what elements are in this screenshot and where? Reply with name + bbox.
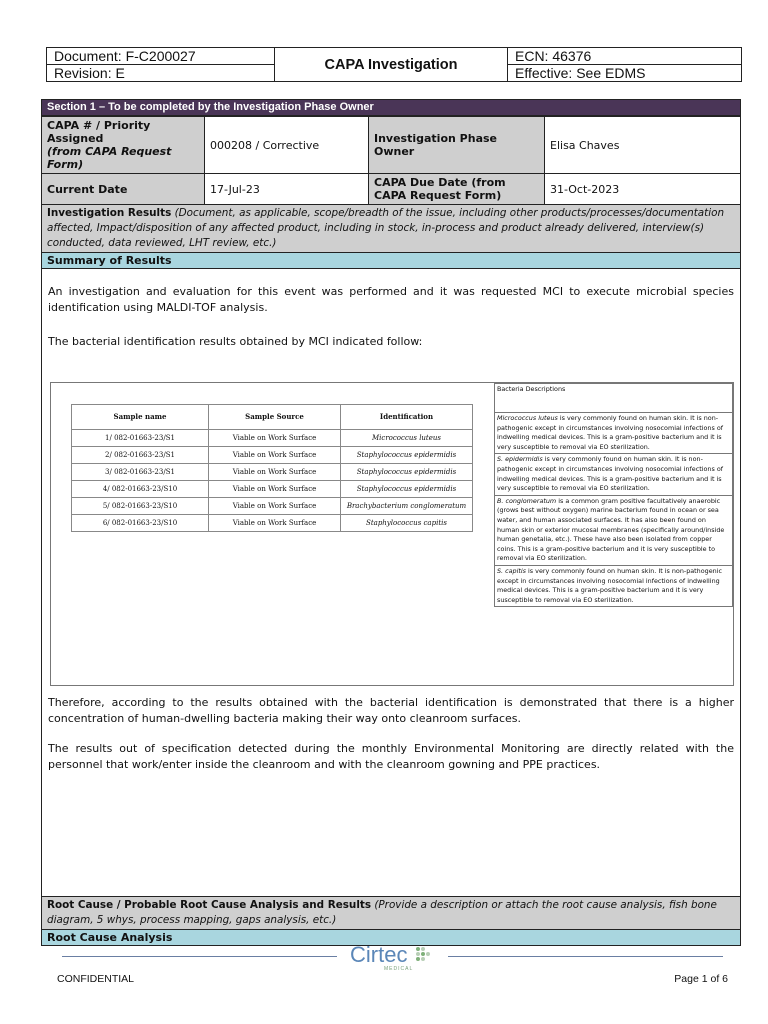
current-date-value: 17-Jul-23 — [205, 174, 369, 205]
summary-paragraph-3: Therefore, according to the results obtained with the bacterial identification is demonstrated that there is a higher concentration of human-dwelling bacteria making their way onto cleanroom surfaces. — [48, 696, 734, 725]
summary-paragraph-2: The bacterial identification results obtained by MCI indicated follow: — [48, 335, 423, 348]
due-date-value: 31-Oct-2023 — [545, 174, 741, 205]
capa-form — [41, 99, 741, 946]
description-s-capitis: S. capitis is very commonly found on human skin. It is non-pathogenic except in circumstances involving nosocomial infections of indwelling medical devices. This is a gram-positive bacterium and it is very susceptible to removal via EO sterilization. — [495, 565, 733, 606]
sample-source-header: Sample Source — [209, 405, 341, 430]
summary-paragraph-1: An investigation and evaluation for this event was performed and it was requested MCI to execute microbial species identification using MALDI-TOF analysis. — [48, 285, 734, 314]
cirtec-logo: Cirtec — [350, 942, 408, 967]
confidential-label: CONFIDENTIAL — [57, 973, 135, 985]
bacteria-descriptions — [494, 383, 733, 607]
owner-label: Investigation Phase Owner — [369, 117, 545, 174]
description-b-conglomeratum: B. conglomeratum is a common gram positive facultatively anaerobic (grows best without oxygen) marine bacterium found in ocean or sea water, and human associated surfaces. It has also been found on human skin or exterior mucosal membranes (specifically around/inside human genetalia, etc.). These have also been isolated from copper coins. This is a gram-positive bacterium and it is very susceptible to removal via EO sterilization. — [495, 495, 733, 565]
logo-dots-icon — [416, 947, 430, 963]
owner-value: Elisa Chaves — [545, 117, 741, 174]
sample-table — [71, 404, 473, 532]
summary-body — [41, 269, 741, 896]
identification-results-image — [50, 382, 734, 686]
sample-row: 5/ 082-01663-23/S10 Viable on Work Surface Brachybacterium conglomeratum — [72, 498, 473, 515]
sample-name-header: Sample name — [72, 405, 209, 430]
effective-date: Effective: See EDMS — [508, 65, 742, 82]
sample-row: 4/ 082-01663-23/S10 Viable on Work Surface Staphylococcus epidermidis — [72, 481, 473, 498]
descriptions-heading: Bacteria Descriptions — [495, 384, 733, 413]
description-m-luteus: Micrococcus luteus is very commonly found on human skin. It is non-pathogenic except in circumstances involving nosocomial infections of indwelling medical devices. This is a gram-positive bacterium and it is very susceptible to removal via EO sterilization. — [495, 413, 733, 454]
capa-number-value: 000208 / Corrective — [205, 117, 369, 174]
sample-row: 3/ 082-01663-23/S1 Viable on Work Surface Staphylococcus epidermidis — [72, 464, 473, 481]
document-header — [46, 47, 742, 82]
footer-rule-right — [448, 956, 723, 957]
summary-of-results-header: Summary of Results — [41, 253, 741, 269]
page-number: Page 1 of 6 — [674, 973, 728, 985]
footer-rule-left — [62, 956, 337, 957]
due-date-label: CAPA Due Date (from CAPA Request Form) — [369, 174, 545, 205]
summary-paragraph-4: The results out of specification detected during the monthly Environmental Monitoring are directly related with the personnel that work/enter inside the cleanroom and with the cleanroom gowning and PPE practices. — [48, 742, 734, 771]
capa-number-label: CAPA # / Priority Assigned (from CAPA Request Form) — [42, 117, 205, 174]
current-date-label: Current Date — [42, 174, 205, 205]
revision: Revision: E — [47, 65, 275, 82]
identification-header: Identification — [341, 405, 473, 430]
sample-row: 2/ 082-01663-23/S1 Viable on Work Surface Staphylococcus epidermidis — [72, 447, 473, 464]
description-s-epidermidis: S. epidermidis is very commonly found on human skin. It is non-pathogenic except in circumstances involving nosocomial infections of indwelling medical devices. This is a gram-positive bacterium and it is very susceptible to removal via EO sterilization. — [495, 454, 733, 495]
root-cause-analysis-header: Root Cause Analysis — [41, 930, 741, 946]
sample-row: 6/ 082-01663-23/S10 Viable on Work Surface Staphylococcus capitis — [72, 515, 473, 532]
page-title: CAPA Investigation — [275, 48, 508, 82]
section-1-bar: Section 1 – To be completed by the Investigation Phase Owner — [41, 99, 741, 116]
logo-subtitle: MEDICAL — [384, 966, 414, 972]
investigation-results-header: Investigation Results (Document, as applicable, scope/breadth of the issue, including other products/processes/documentation affected, Impact/disposition of any affected product, including in stock, in-process and product already delivered, interview(s) conducted, data reviewed, LHT review, etc.) — [41, 205, 741, 253]
capa-info-table — [41, 116, 741, 205]
sample-row: 1/ 082-01663-23/S1 Viable on Work Surface Micrococcus luteus — [72, 430, 473, 447]
document-number: Document: F-C200027 — [47, 48, 275, 65]
root-cause-header: Root Cause / Probable Root Cause Analysis and Results (Provide a description or attach the root cause analysis, fish bone diagram, 5 whys, process mapping, gaps analysis, etc.) — [41, 896, 741, 930]
ecn-number: ECN: 46376 — [508, 48, 742, 65]
